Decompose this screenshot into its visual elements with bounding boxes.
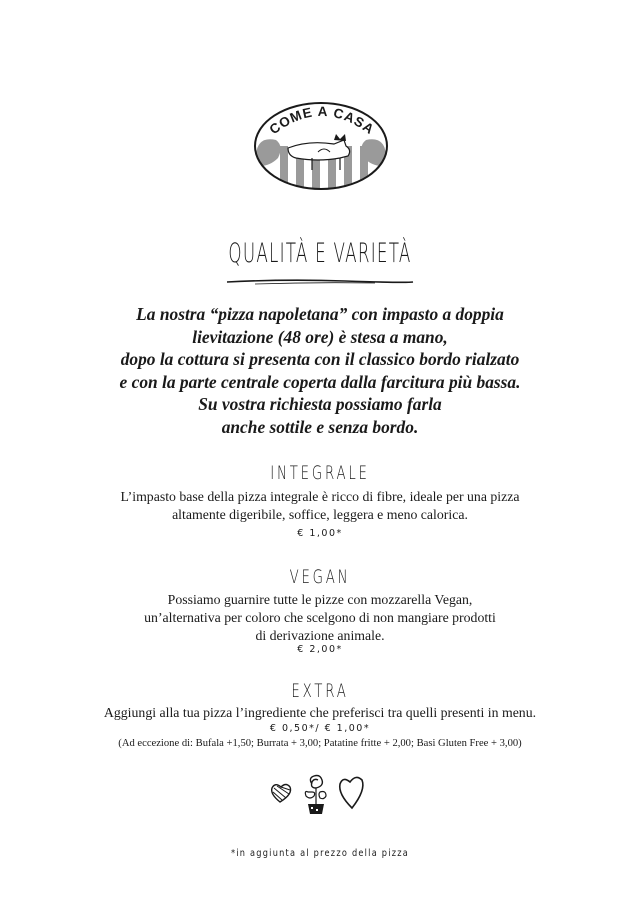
extra-line-1: Aggiungi alla tua pizza l’ingrediente che preferisci tra quelli presenti in menu. [103,705,537,720]
intro-line-2: lievitazione (48 ore) è stesa a mano, [192,326,448,347]
footnote: *in aggiunta al prezzo della pizza [230,848,410,859]
vegan-line-3: di derivazione animale. [255,628,385,643]
section-body-integrale [0,488,640,524]
extra-exceptions-note: (Ad eccezione di: Bufala +1,50; Burrata + 3,00; Patatine fritte + 2,00; Basi Gluten Free + 3,00) [118,738,522,749]
decorative-doodles [268,772,372,816]
come-a-casa-logo [248,96,394,194]
intro-line-4: e con la parte centrale coperta dalla farcitura più bassa. [119,371,521,392]
vegan-line-2: un’alternativa per coloro che scelgono di non mangiare prodotti [144,610,496,625]
vegan-line-1: Possiamo guarnire tutte le pizze con mozzarella Vegan, [167,592,473,607]
section-body-extra [0,704,640,722]
price-integrale: € 1,00* [297,528,343,539]
striped-heart-icon [272,785,291,803]
section-title-vegan: VEGAN [289,566,351,588]
intro-line-6: anche sottile e senza bordo. [221,416,419,437]
price-vegan: € 2,00* [297,644,343,655]
intro-paragraph [0,303,640,438]
section-title-extra: EXTRA [291,680,349,702]
section-body-vegan [0,591,640,645]
intro-line-1: La nostra “pizza napoletana” con impasto a doppia [136,304,504,324]
intro-line-3: dopo la cottura si presenta con il classico bordo rialzato [120,349,520,369]
flower-pot-icon [305,776,326,815]
integrale-line-1: L’impasto base della pizza integrale è ricco di fibre, ideale per una pizza [120,489,520,504]
intro-line-5: Su vostra richiesta possiamo farla [198,394,442,414]
section-title-integrale: INTEGRALE [270,462,370,484]
outline-heart-icon [340,777,363,808]
price-extra: € 0,50*/ € 1,00* [269,723,371,734]
page-title: QUALITÀ E VARIETÀ [228,238,412,269]
integrale-line-2: altamente digeribile, soffice, leggera e meno calorica. [172,507,468,522]
title-underline [225,276,415,288]
svg-text:COME A CASA: COME A CASA [266,103,378,138]
